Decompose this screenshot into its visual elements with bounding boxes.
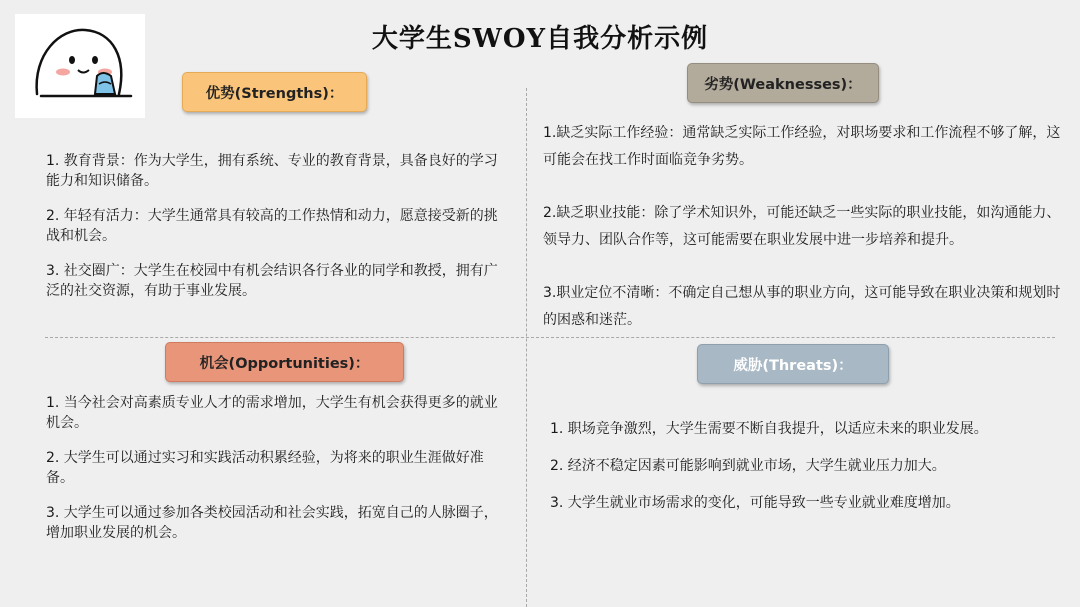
opportunities-item: 2. 大学生可以通过实习和实践活动积累经验，为将来的职业生涯做好准备。: [46, 450, 484, 486]
threats-item: 2. 经济不稳定因素可能影响到就业市场，大学生就业压力加大。: [550, 458, 946, 474]
opportunities-list: [46, 393, 511, 558]
weaknesses-item: 1.缺乏实际工作经验：通常缺乏实际工作经验，对职场要求和工作流程不够了解，这可能会在找工作时面临竞争劣势。: [543, 125, 1061, 168]
opportunities-item: 1. 当今社会对高素质专业人才的需求增加，大学生有机会获得更多的就业机会。: [46, 395, 498, 431]
weaknesses-list: [543, 120, 1071, 360]
strengths-item: 3. 社交圈广：大学生在校园中有机会结识各行各业的同学和教授，拥有广泛的社交资源，有助于事业发展。: [46, 263, 498, 299]
weaknesses-item: 2.缺乏职业技能：除了学术知识外，可能还缺乏一些实际的职业技能，如沟通能力、领导力、团队合作等，这可能需要在职业发展中进一步培养和提升。: [543, 205, 1061, 248]
opportunities-item: 3. 大学生可以通过参加各类校园活动和社会实践，拓宽自己的人脉圈子，增加职业发展的机会。: [46, 505, 498, 541]
weaknesses-item: 3.职业定位不清晰：不确定自己想从事的职业方向，这可能导致在职业决策和规划时的困惑和迷茫。: [543, 285, 1061, 328]
strengths-item: 1. 教育背景：作为大学生，拥有系统、专业的教育背景，具备良好的学习能力和知识储备。: [46, 153, 498, 189]
page-title: 大学生SWOY自我分析示例: [371, 24, 709, 54]
strengths-list: [46, 151, 511, 316]
threats-list: [550, 419, 1060, 530]
strengths-badge: 优势(Strengths)：: [182, 72, 367, 112]
threats-badge: 威胁(Threats)：: [697, 344, 889, 384]
opportunities-badge: 机会(Opportunities)：: [165, 342, 404, 382]
strengths-item: 2. 年轻有活力：大学生通常具有较高的工作热情和动力，愿意接受新的挑战和机会。: [46, 208, 498, 244]
threats-item: 1. 职场竞争激烈，大学生需要不断自我提升，以适应未来的职业发展。: [550, 421, 988, 437]
vertical-divider: [526, 88, 527, 607]
threats-item: 3. 大学生就业市场需求的变化，可能导致一些专业就业难度增加。: [550, 495, 960, 511]
weaknesses-badge: 劣势(Weaknesses)：: [687, 63, 879, 103]
